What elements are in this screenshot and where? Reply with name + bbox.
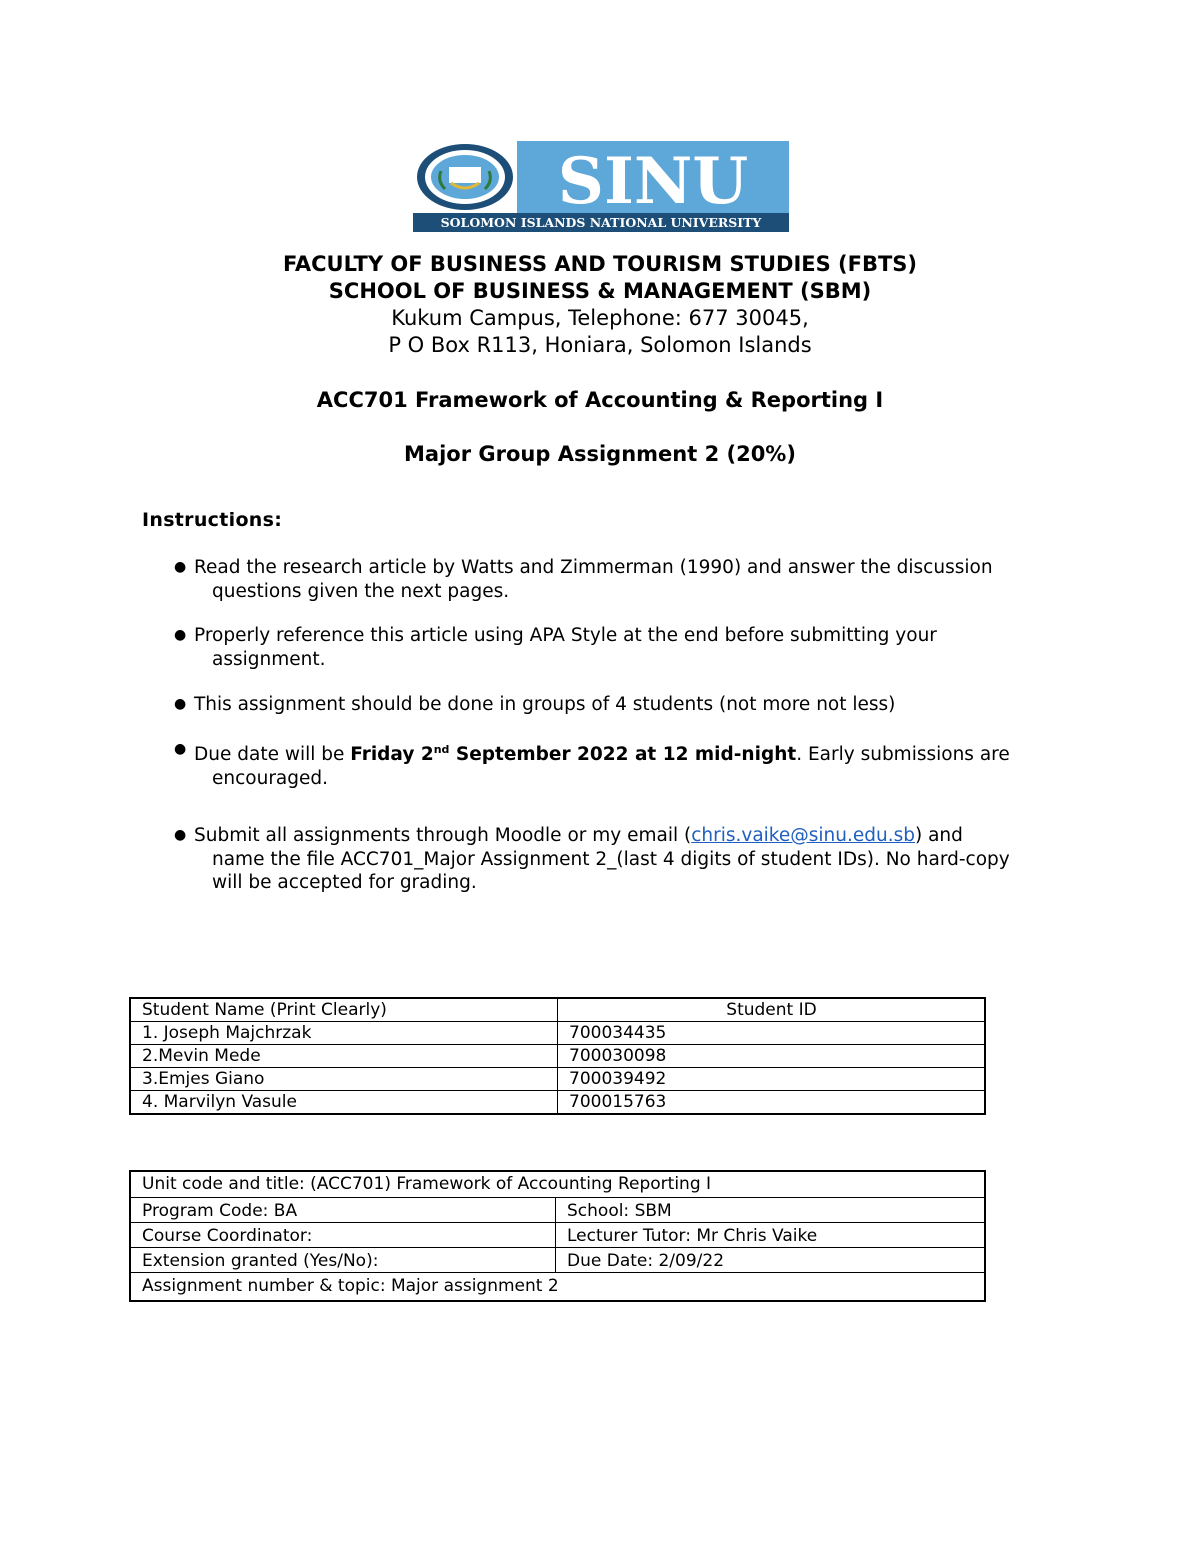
list-item-text: Due date will be Friday 2nd September 2022 at 12 mid-night. Early submissions are — [194, 743, 1010, 766]
faculty-name: FACULTY OF BUSINESS AND TOURISM STUDIES (FBTS) — [282, 252, 918, 276]
campus-line: Kukum Campus, Telephone: 677 30045, — [391, 306, 809, 330]
unit-code-cell: Unit code and title: (ACC701) Framework of Accounting Reporting I — [130, 1171, 985, 1198]
table-row — [130, 1198, 985, 1223]
student-id-cell: 700030098 — [558, 1045, 986, 1068]
table-header-cell: Student ID — [558, 998, 986, 1022]
student-name-cell: 3.Emjes Giano — [130, 1068, 558, 1091]
unit-info-table — [129, 1170, 986, 1302]
table-row — [130, 1171, 985, 1198]
list-item — [174, 624, 1074, 671]
student-id-cell: 700015763 — [558, 1091, 986, 1115]
table-header-cell: Student Name (Print Clearly) — [130, 998, 558, 1022]
list-item-text: questions given the next pages. — [212, 580, 510, 602]
list-item-text: Properly reference this article using APA Style at the end before submitting your — [194, 625, 937, 646]
table-row — [130, 1091, 985, 1115]
school-name: SCHOOL OF BUSINESS & MANAGEMENT (SBM) — [328, 279, 872, 303]
sinu-logo-graphic — [413, 141, 789, 232]
list-item-text: encouraged. — [212, 767, 329, 789]
table-row — [130, 1248, 985, 1273]
logo-wordmark: SINU — [557, 144, 749, 219]
due-date-cell: Due Date: 2/09/22 — [556, 1248, 986, 1273]
list-item-text: name the file ACC701_Major Assignment 2_(last 4 digits of student IDs). No hard-copy — [212, 848, 1010, 870]
address-line: P O Box R113, Honiara, Solomon Islands — [388, 333, 812, 357]
email-link[interactable]: chris.vaike@sinu.edu.sb — [691, 825, 915, 846]
table-row — [130, 1273, 985, 1302]
logo-subtitle: SOLOMON ISLANDS NATIONAL UNIVERSITY — [440, 215, 762, 230]
program-code-cell: Program Code: BA — [130, 1198, 556, 1223]
list-item — [174, 824, 1074, 895]
table-row — [130, 1045, 985, 1068]
table-row — [130, 1022, 985, 1045]
bullet-icon: ● — [174, 627, 187, 643]
bullet-icon: ● — [174, 741, 187, 757]
bullet-icon: ● — [174, 696, 187, 712]
list-item — [174, 693, 1074, 717]
sinu-logo — [413, 141, 789, 232]
lecturer-cell: Lecturer Tutor: Mr Chris Vaike — [556, 1223, 986, 1248]
instructions-label: Instructions: — [142, 509, 283, 531]
table-row — [130, 1223, 985, 1248]
school-cell: School: SBM — [556, 1198, 986, 1223]
student-name-cell: 1. Joseph Majchrzak — [130, 1022, 558, 1045]
student-id-cell: 700034435 — [558, 1022, 986, 1045]
extension-cell: Extension granted (Yes/No): — [130, 1248, 556, 1273]
student-name-cell: 4. Marvilyn Vasule — [130, 1091, 558, 1115]
students-table — [129, 997, 986, 1115]
list-item-text: Read the research article by Watts and Zimmerman (1990) and answer the discussion — [194, 557, 993, 578]
bullet-icon: ● — [174, 559, 187, 575]
student-name-cell: 2.Mevin Mede — [130, 1045, 558, 1068]
list-item-text: will be accepted for grading. — [212, 872, 477, 893]
bullet-icon: ● — [174, 827, 187, 843]
table-row — [130, 1068, 985, 1091]
list-item — [174, 556, 1074, 603]
list-item — [174, 738, 1074, 790]
assignment-title: Major Group Assignment 2 (20%) — [404, 442, 796, 466]
assignment-topic-cell: Assignment number & topic: Major assignment 2 — [130, 1273, 985, 1302]
institution-header — [0, 251, 1200, 359]
list-item-text: assignment. — [212, 648, 326, 670]
course-title: ACC701 Framework of Accounting & Reporting I — [316, 388, 884, 412]
list-item-text: Submit all assignments through Moodle or my email (chris.vaike@sinu.edu.sb) and — [194, 825, 963, 846]
list-item-text: This assignment should be done in groups of 4 students (not more not less) — [194, 694, 896, 715]
table-header-row — [130, 998, 985, 1022]
course-coordinator-cell: Course Coordinator: — [130, 1223, 556, 1248]
student-id-cell: 700039492 — [558, 1068, 986, 1091]
